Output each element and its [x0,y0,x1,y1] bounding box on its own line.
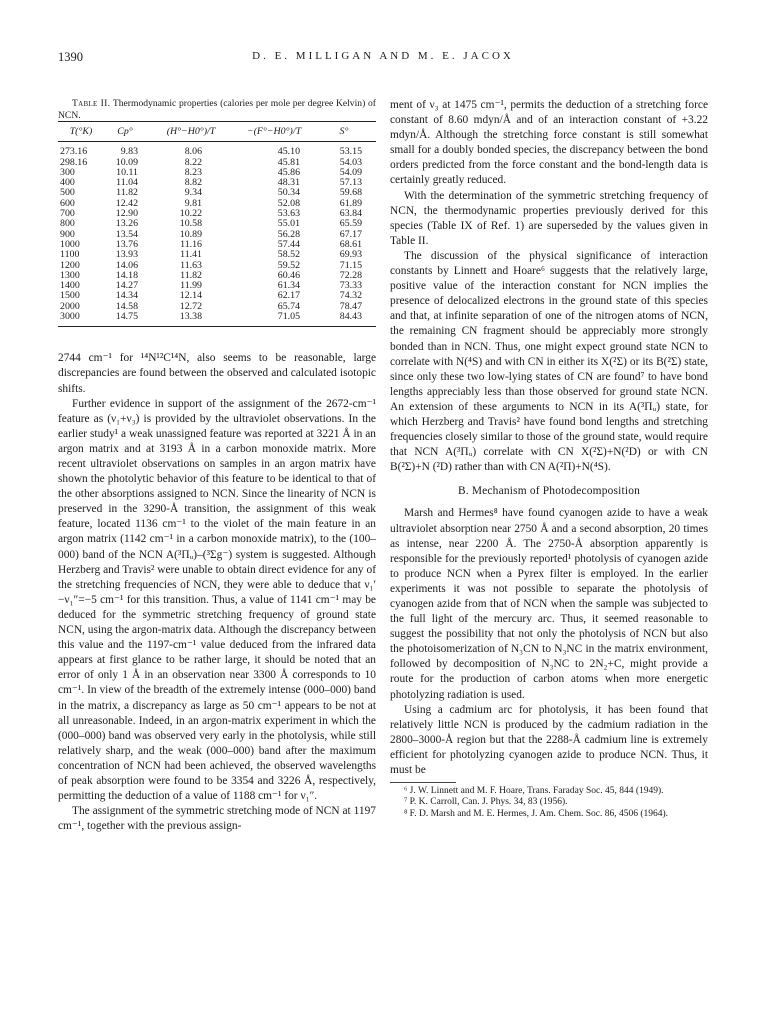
table-cell: 1000 [60,238,80,250]
table-cell: 9.34 [184,187,202,199]
running-head: D. E. MILLIGAN AND M. E. JACOX [252,50,514,62]
table-cell: 48.31 [277,177,300,189]
table-cell: 65.74 [277,300,300,312]
table-cell: 65.59 [339,218,362,230]
page-header [58,50,708,66]
table-cell: 900 [60,228,75,240]
table-cell: 57.13 [339,177,362,189]
table-cell: 12.72 [179,300,202,312]
table-column-header: −(F°−H0°)/T [236,122,312,142]
right-paragraph-2: With the determination of the symmetric stretching frequency of NCN, the thermodynamic properties previously derived for this species (Table IX of Ref. 1) are superseded by the values given in Table II. [390,189,708,247]
right-paragraph-5: Using a cadmium arc for photolysis, it has been found that relatively little NCN is produced by the cadmium radiation in the 2800–3000-Å region but that the 2288-Å cadmium line is extremely efficient for photolyzing cyanogen azide to produce NCN. Thus, it must be [390,703,708,777]
table-cell: 13.93 [115,249,138,261]
table-cell: 12.14 [179,290,202,302]
table-row [58,271,376,281]
table-cell: 50.34 [277,187,300,199]
table-cell: 9.83 [120,146,138,158]
table-column-header: (H°−H0°)/T [146,122,236,142]
table-cell: 8.06 [184,146,202,158]
table-body [58,142,376,327]
table-cell: 53.15 [339,146,362,158]
table-cell: 14.58 [115,300,138,312]
table-cell: 45.10 [277,146,300,158]
table-cell: 67.17 [339,228,362,240]
table-cell: 13.54 [115,228,138,240]
table-cell: 56.28 [277,228,300,240]
table-row [58,312,376,327]
table-cell: 61.89 [339,197,362,209]
table-row [58,178,376,188]
table-cell: 14.75 [115,311,138,323]
table-cell: 8.82 [184,177,202,189]
table-column-header: S° [312,122,376,142]
left-paragraph-3: The assignment of the symmetric stretching mode of NCN at 1197 cm⁻¹, together with the previous assign- [58,805,376,833]
section-heading: B. Mechanism of Photodecomposition [457,485,641,498]
table-cell: 12.90 [115,208,138,220]
table-cell: 400 [60,177,75,189]
table-cell: 61.34 [277,280,300,292]
table-cell: 78.47 [339,300,362,312]
table-cell: 14.34 [115,290,138,302]
table-cell: 54.09 [339,166,362,178]
table-cell: 63.84 [339,208,362,220]
table-row [58,142,376,158]
table-cell: 72.28 [339,269,362,281]
table-cell: 10.11 [116,166,138,178]
table-cell: 2000 [60,300,80,312]
table-cell: 59.68 [339,187,362,199]
table-cell: 10.58 [179,218,202,230]
table-row [58,168,376,178]
table-cell: 298.16 [60,156,88,168]
table-cell: 300 [60,166,75,178]
table-cell: 55.01 [277,218,300,230]
table-cell: 69.93 [339,249,362,261]
table-cell: 73.33 [339,280,362,292]
table-cell: 273.16 [60,146,88,158]
table-column-header: Cp° [104,122,146,142]
table-cell: 11.63 [180,259,202,271]
table-cell: 1500 [60,290,80,302]
table-cell: 45.81 [277,156,300,168]
table-cell: 600 [60,197,75,209]
table-cell: 58.52 [277,249,300,261]
table-cell: 700 [60,208,75,220]
table-cell: 11.41 [180,249,202,261]
footnote-7: ⁷ P. K. Carroll, Can. J. Phys. 34, 83 (1956). [404,797,568,808]
table-cell: 500 [60,187,75,199]
table-caption [58,98,376,121]
table-row [58,291,376,301]
table-cell: 13.38 [179,311,202,323]
table-row [58,281,376,291]
right-paragraph-4: Marsh and Hermes⁸ have found cyanogen azide to have a weak ultraviolet absorption near 2750 Å and a second absorption, 20 times as intense, near 2200 Å. The 2750-Å absorption apparently is responsible for the previously reported¹ photolysis of cyanogen azide to produce NCN when a Pyrex filter is employed. In the earlier experiments it was not possible to separate the photolysis of cyanogen azide from that of NCN when the sample was subjected to the full light of the mercury arc. Thus, it seemed reasonable to suggest the possibility that not only the photolysis of NCN but also the photoisomerization of N₃CN to N₃NC in the matrix environment, followed by decomposition of N₃NC to 2N₂+C, might provide a route for the production of carbon atoms when more energetic photolyzing radiation is used. [390,507,708,701]
page-number: 1390 [58,50,83,64]
table-cell: 1400 [60,280,80,292]
table-caption-text: Thermodynamic properties (calories per mole per degree Kelvin) of NCN. [58,98,376,121]
table-cell: 11.04 [116,177,138,189]
table-cell: 13.26 [115,218,138,230]
table-cell: 10.89 [179,228,202,240]
table-cell: 52.08 [277,197,300,209]
table-row [58,240,376,250]
table-header-row [58,122,376,142]
table-column-header: T(°K) [58,122,104,142]
table-cell: 3000 [60,311,80,323]
table-cell: 45.86 [277,166,300,178]
table-row [58,199,376,209]
table-row [58,261,376,271]
table-cell: 9.81 [184,197,202,209]
table-cell: 13.76 [115,238,138,250]
left-column [58,98,376,834]
table-cell: 14.06 [115,259,138,271]
table-row [58,209,376,219]
table-cell: 57.44 [277,238,300,250]
table-cell: 60.46 [277,269,300,281]
table-cell: 11.16 [180,238,202,250]
right-paragraph-1: ment of ν₃ at 1475 cm⁻¹, permits the deduction of a stretching force constant of 8.60 mdyn/Å and of an interaction constant of +3.22 mdyn/Å. Although the stretching force constant is still somewhat small for a doubly bonded species, the discrepancy between the bond orders predicted from the force constant and the bond-length data is certainly greatly reduced. [390,99,708,187]
table-row [58,250,376,260]
table-row [58,302,376,312]
right-paragraph-3: The discussion of the physical significance of interaction constants by Linnett and Hoare⁶ suggests that the relatively large, positive value of the interaction constant for NCN implies the presence of delocalized electrons in the ground state of this species and that, at infinite separation of one of the nitrogen atoms of NCN, the remaining CN fragment should be appreciably more strongly bonded than in NCN. Thus, one might expect ground state NCN to correlate with N(⁴S) and with CN in either its X(²Σ) or its B(²Σ) state, since only these two low-lying states of CN are found⁷ to have bond lengths appreciably less than those observed for ground state NCN. An extension of these arguments to NCN in its A(³Πᵤ) state, for which Herzberg and Travis² have found bond lengths and stretching frequencies closely similar to those of the ground state, would require that NCN A(³Πᵤ) correlate with CN X(²Σ)+N(²D) or with CN B(²Σ)+N (²D) rather than with CN A(²Π)+N(⁴S). [390,249,708,474]
table-cell: 71.15 [339,259,362,271]
table-cell: 84.43 [339,311,362,323]
table-cell: 12.42 [115,197,138,209]
table-row [58,219,376,229]
table-cell: 14.18 [115,269,138,281]
table-cell: 14.27 [115,280,138,292]
table-cell: 1100 [60,249,80,261]
table-cell: 71.05 [277,311,300,323]
table-cell: 11.82 [180,269,202,281]
table-cell: 10.09 [115,156,138,168]
footnote-6: ⁶ J. W. Linnett and M. F. Hoare, Trans. Faraday Soc. 45, 844 (1949). [404,786,664,797]
table-row [58,188,376,198]
thermodynamic-table [58,121,376,327]
table-cell: 11.82 [116,187,138,199]
table-cell: 1300 [60,269,80,281]
left-paragraph-1: 2744 cm⁻¹ for ¹⁴N¹²C¹⁴N, also seems to be reasonable, large discrepancies are found between the observed and calculated isotopic shifts. [58,352,376,395]
table-cell: 10.22 [179,208,202,220]
table-cell: 62.17 [277,290,300,302]
table-cell: 8.23 [184,166,202,178]
table-cell: 74.32 [339,290,362,302]
table-cell: 68.61 [339,238,362,250]
table-cell: 8.22 [184,156,202,168]
table-cell: 59.52 [277,259,300,271]
footnote-8: ⁸ F. D. Marsh and M. E. Hermes, J. Am. Chem. Soc. 86, 4506 (1964). [404,808,669,819]
table-cell: 11.99 [180,280,202,292]
table-label: Table II. [72,98,111,109]
table-cell: 1200 [60,259,80,271]
table-cell: 53.63 [277,208,300,220]
right-column [390,98,708,820]
table-cell: 54.03 [339,156,362,168]
table-cell: 800 [60,218,75,230]
left-paragraph-2: Further evidence in support of the assignment of the 2672-cm⁻¹ feature as (ν₁+ν₃) is provided by the ultraviolet observations. In the earlier study¹ a weak unassigned feature was reported at 3221 Å in an argon matrix and at 3193 Å in a carbon monoxide matrix. More recent ultraviolet observations on samples in an argon matrix have shown the photolytic behavior of this feature to be identical to that of the other absorptions assigned to NCN. Since the linearity of NCN is preserved in the 3290-Å transition, the assignment of this weak feature, located 1136 cm⁻¹ to the violet of the main feature in an argon matrix (1142 cm⁻¹ in a carbon monoxide matrix), to the (100–000) band of the NCN A(³Πᵤ)–(³Σg⁻) system is suggested. Although Herzberg and Travis² were unable to obtain direct evidence for any of the stretching frequencies of NCN, they were able to deduce that ν₁′−ν₁″=−5 cm⁻¹ for this transition. Thus, a value of 1141 cm⁻¹ may be deduced for the symmetric stretching frequency of ground state NCN, using the argon-matrix data. Although the discrepancy between this value and the 1197-cm⁻¹ value deduced from the infrared data appears at first glance to be rather large, it should be noted that an error of only 1 Å in an observation near 3300 Å corresponds to 10 cm⁻¹. In view of the breadth of the extremely intense (000–000) band in the matrix, a discrepancy as large as 50 cm⁻¹ appears to be not at all unreasonable. Indeed, in an argon-matrix experiment in which the (000–000) band was observed very early in the photolysis, while still relatively sharp, and the weak (000–000) band after the maximum concentration of NCN had been achieved, the observed wavelengths of peak absorption were found to be 3354 and 3226 Å, respectively, permitting the deduction of a value of 1188 cm⁻¹ for ν₁″. [58,397,377,803]
table-row [58,158,376,168]
table-row [58,230,376,240]
